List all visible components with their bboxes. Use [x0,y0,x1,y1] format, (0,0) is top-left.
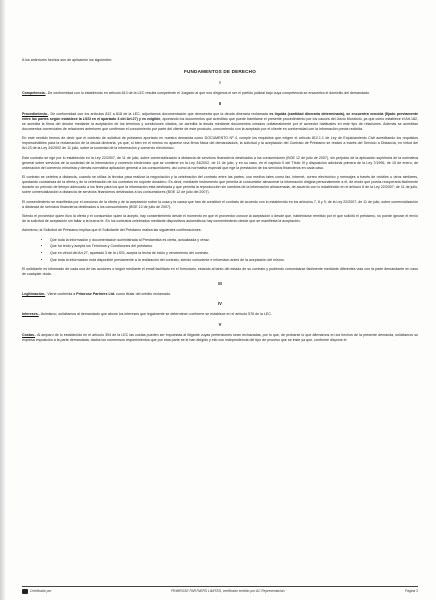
section-numeral-iv: IV [218,301,222,307]
section-numeral-ii: II [218,100,222,106]
section-numeral-i: I [219,80,221,86]
list-item: • Que toda la información y documentación suministrada al Prestamista es cierta, actualizada y veraz. [50,238,418,243]
section-numeral-iii: III [218,281,222,286]
list-item: • Que toda la información está disponible previamente a la realización del contrato, siendo consciente e informado antes de la aceptación del mismo. [50,258,418,263]
page-number: Página 3 [404,589,418,593]
procedimiento-label: Procedimiento. [22,111,48,116]
page-footer [22,586,418,594]
footer-certifier-text: PRIMROSE PARTNERS LIMITED, certificado emitido por AC Representación. [170,589,286,593]
contrato-paragraph: En este sentido hemos de decir que el contrato de solicitud de préstamo aportado en nuestra demanda como DOCUMENTO Nº 4, cumple los requisitos que exigen el artículo 812.1.1 de Ley de Enjuiciamiento Civil acreditando los requisitos imprescindibles para la reclamación de la deuda dineraria, ya que, si bien en el mismo no aparece una firma física del demandado/a, la solicitud y la aceptación del Contrato de Préstamo se realizó a través del Servicio a Distancia, en virtud del Art.23 de la Ley 34/2002 de 11 julio, sobre la sociedad de la información y comercio electrónico. [22,136,418,151]
confirmaciones-list [22,238,418,263]
certificate-icon [22,589,28,594]
intro-text: A los anteriores hechos son de aplicación los siguientes: [22,58,112,62]
section-numeral-v: V [218,321,222,327]
competencia-text: - De conformidad con lo establecido en artículo 813 de la LEC resulta competente el Juzgado al que nos dirigimos el ser el partido judicial bajo cuya competencia se encuentra el domicilio del demandado. [45,91,371,96]
scan-edge-shadow [0,0,6,600]
costas-text: - Al amparo de lo establecido en el artículo 394 de la LEC las costas pueden ser impuestas al litigante cuyas pretensiones sean rechazadas, por lo que, de probarse lo que afirmamos en los hechos de la presente demanda, solicitamos su expresa imposición a la parte demandada, dados los numerosos requerimientos que por esta parte se le han dirigido y ello con independencia del tipo de proceso que se inste ya que, conforme dispone el [22,332,418,342]
legitimacion-company: Primrose Partners Ltd. [76,292,116,297]
distancia-paragraph: El contrato se celebra a distancia, cuando se utiliza la técnica para realizar la negociación y la celebración del contrato entre las partes, con medios tales como fax, internet, correo electrónico y mensajes a través de móviles u otros similares, quedando constancia de la oferta y de la celebración de los contratos en soporte duradero. Es decir, mediante instrumento que permita al consumidor almacenar la información dirigida personalmente a él, de modo que pueda recuperarla fácilmente durante un período de tiempo adecuado a los fines para los que la información está destinada y que permita la reproducción sin cambios de la información almacenada, de acuerdo con lo establecido en el artículo 6 de la Ley 22/2007, de 11 de julio, sobre comercialización a distancia de servicios financieros destinados a los consumidores (BOE 12 de julio del 2007). [22,175,418,195]
procedimiento-text-bold: es líquida (cantidad dineraria determinada), se encuentra vencida (fijado previamente entre las partes según establece la LSSI en el apartado 3 del Art.27) y es exigible [22,111,418,121]
legitimacion-label: Legitimación. [22,292,46,297]
intereses-paragraph [22,312,418,317]
document-body [22,58,418,347]
legitimacion-text-b: como titular del crédito reclamado. [115,292,171,297]
legitimacion-paragraph [22,292,418,297]
intereses-text: - Asimismo, solicitamos al demandado que abone los intereses que legalmente se determinen conforme se establece en el artículo 576 de la LEC. [38,312,272,317]
ley-paragraph: Este contrato se rige por lo establecido en la Ley 22/2007, de 11 de julio, sobre comercialización a distancia de servicios financieros destinados a los consumidores (BOE 12 de julio de 2007), sin perjuicio de la aplicación supletoria de la normativa general sobre servicios de la sociedad de la información y comercio electrónico que se contiene en la Ley 34/2002, de 11 de julio, y en su caso, en el capítulo II del Título III y disposición adicional primera de la Ley 7/1996, de 15 de enero, de ordenación del comercio minorista y demás normativa aplicación general a los consumidores, así como la normativa especial que rige la prestación de los servicios financieros en cada caso. [22,155,418,170]
list-item: • Que en virtud del Art.27, apartado 3 de la LSSI, acepta la fecha de inicio y vencimiento del contrato. [50,251,418,256]
competencia-label: Competencia. [22,91,46,96]
footer-certified [22,589,51,594]
procedimiento-paragraph [22,112,418,132]
procedimiento-text-b: , aportando los documentos que acreditan que puede tramitarse el presente procedimiento por los cauces del Juicio Monitorio, ya que como establece el Art.182, se acredita la firma del deudor mediante la aceptación de los términos y condiciones citados, se acredita la deuda mediante documentos creados unilateralmente por el acreedor habituales en este tipo de relaciones. Además se acreditan documentos comerciales de relaciones anteriores que confirman el conocimiento por parte del cliente de este producto, concurriendo con la aceptado por el cliente en conformidad con la información previa recibida. [22,116,418,131]
costas-paragraph [22,333,418,343]
costas-label: Costas. [22,332,35,337]
footer-certified-label: Certificado por [30,589,52,593]
list-item: • Que ha leído y acepta los Términos y Condiciones del préstamo. [50,244,418,249]
solicitante-paragraph: El solicitante es informado de cada una de las acciones o seguir mediante el email facilitado en el formulario, estando al tanto del estado de su contrato y pudiendo comunicarse fácilmente mediante diferentes vías con la parte demandante en caso de cualquier duda. [22,266,418,276]
legitimacion-text-a: - Viene conferida a [45,292,77,297]
consentimiento-paragraph: El consentimiento se manifiesta por el concurso de la oferta y de la aceptación sobre la cosa y la causa que han de constituir el contrato de acuerdo con lo establecido en los artículos 7, 8 y 9, de la Ley 22/2007, de 11 de julio, sobre comercialización a distancia de servicios financieros destinados a los consumidores (BOE 12 de julio de 2007). [22,199,418,209]
intereses-label: Intereses. [22,312,39,317]
aceptacion-paragraph: Siendo el proveedor quien hizo la oferta y el consumidor quien la aceptó, hay consentimiento desde el momento en que el proveedor conoce la aceptación o desde que, habiéndose remitido por el que solicitó el préstamo, no puede ignorar el envío de la solicitud de aceptación sin faltar a la buena fe. En los contratos celebrados mediante dispositivos automáticos hay consentimiento desde que se manifiesta la aceptación. [22,214,418,224]
section-title: FUNDAMENTOS DE DERECHO [184,69,256,75]
confirmaciones-intro: Asimismo, la Solicitud de Préstamo implica que el Solicitante del Préstamo realiza las siguientes confirmaciones: [22,228,202,233]
competencia-paragraph [22,91,418,96]
procedimiento-text-a: - De conformidad con los artículos 812 a 818 de la LEC, adjuntamos documentación que demuestra que la deuda dineraria reclamada [47,111,270,116]
